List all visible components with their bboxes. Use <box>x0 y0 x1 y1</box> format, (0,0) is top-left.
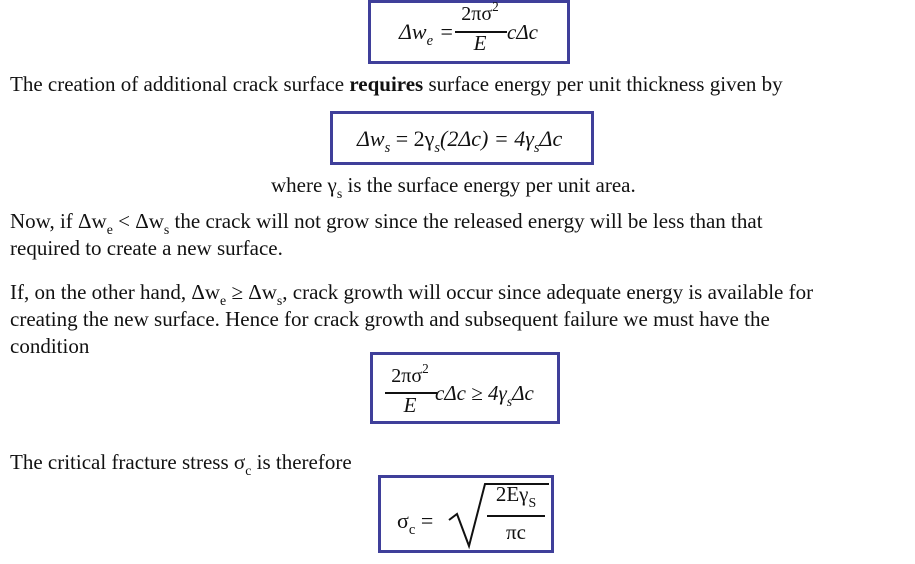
para2-text-b: < Δw <box>112 209 164 233</box>
equation-box-critical-stress <box>378 475 554 553</box>
eq4-fraction-bar <box>487 515 545 517</box>
para3-text-c: , crack growth will occur since adequate energy is available for <box>282 280 814 304</box>
where-subscript: s <box>336 186 343 201</box>
eq2-expression <box>357 126 563 156</box>
eq2-lhs-subscript: s <box>384 140 391 156</box>
where-gamma-definition <box>271 172 636 201</box>
eq1-lhs-subscript: e <box>426 33 434 49</box>
eq1-den-text: E <box>473 31 487 55</box>
where-text-after: is the surface energy per unit area. <box>342 173 636 197</box>
equation-box-surface-energy <box>330 111 594 165</box>
eq1-lhs <box>399 19 453 49</box>
eq2-gamma2-subscript: s <box>533 140 540 156</box>
eq4-num-text: 2Eγ <box>495 482 529 506</box>
para2-subscript-s: s <box>163 222 170 237</box>
eq3-denominator <box>383 393 437 418</box>
para3-subscript-s: s <box>276 293 283 308</box>
para3-line3-text: condition <box>10 334 90 358</box>
para4-text-after: is therefore <box>251 450 352 474</box>
eq4-sigma: σ <box>397 508 409 533</box>
para3-line2-text: creating the new surface. Hence for crack growth and subsequent failure we must have the <box>10 307 770 331</box>
eq3-num-superscript: 2 <box>422 361 429 376</box>
eq2-lhs-symbol: Δw <box>357 126 385 151</box>
eq1-numerator <box>453 0 507 26</box>
para1-text-before: The creation of additional crack surface <box>10 72 350 96</box>
para3-subscript-e: e <box>220 293 227 308</box>
para2-text-c: the crack will not grow since the released energy will be less than that <box>169 209 763 233</box>
eq3-den-text: E <box>403 393 417 417</box>
equation-box-growth-condition <box>370 352 560 424</box>
para1-bold-word: requires <box>349 72 424 96</box>
paragraph-no-growth-line1 <box>10 208 763 237</box>
para2-text-a: Now, if Δw <box>10 209 107 233</box>
eq3-end-text: Δc <box>512 381 534 405</box>
para2-line2-text: required to create a new surface. <box>10 236 283 260</box>
eq3-numerator <box>383 361 437 388</box>
eq1-num-superscript: 2 <box>492 0 499 14</box>
eq2-equals-2gamma: = 2γ <box>395 126 435 151</box>
para3-text-b: ≥ Δw <box>226 280 277 304</box>
eq1-lhs-symbol: Δw <box>399 19 427 44</box>
eq3-gamma-subscript: s <box>506 394 513 409</box>
eq2-gamma-subscript: s <box>434 140 441 156</box>
paragraph-growth-line2 <box>10 306 770 333</box>
paragraph-critical-stress <box>10 449 352 478</box>
para3-text-a: If, on the other hand, Δw <box>10 280 221 304</box>
eq4-equals: = <box>420 508 434 533</box>
paragraph-no-growth-line2 <box>10 235 283 262</box>
paragraph-surface-energy-intro <box>10 71 783 98</box>
eq4-num-subscript: S <box>528 495 537 510</box>
paragraph-growth-line3 <box>10 333 89 360</box>
eq1-tail-text: cΔc <box>507 20 538 44</box>
eq2-tail: Δc <box>539 126 563 151</box>
eq1-tail <box>507 20 538 45</box>
para4-subscript-c: c <box>245 463 252 478</box>
eq1-equals: = <box>440 19 453 44</box>
eq4-den-text: πc <box>506 520 526 544</box>
where-text-before: where γ <box>271 173 337 197</box>
eq3-num-text: 2πσ <box>391 365 423 387</box>
eq1-denominator <box>453 31 507 56</box>
eq4-lhs <box>397 508 434 538</box>
eq4-sigma-subscript: c <box>408 522 416 538</box>
eq3-tail-text: cΔc ≥ 4γ <box>435 381 507 405</box>
eq4-numerator <box>485 482 547 510</box>
eq3-tail <box>435 381 534 409</box>
para2-subscript-e: e <box>106 222 113 237</box>
eq1-num-text: 2πσ <box>461 3 493 25</box>
eq4-denominator <box>485 520 547 545</box>
paragraph-growth-line1 <box>10 279 813 308</box>
equation-box-energy-release <box>368 0 570 64</box>
para1-text-after: surface energy per unit thickness given by <box>423 72 783 96</box>
para4-text-before: The critical fracture stress σ <box>10 450 246 474</box>
eq2-middle: (2Δc) = 4γ <box>440 126 534 151</box>
